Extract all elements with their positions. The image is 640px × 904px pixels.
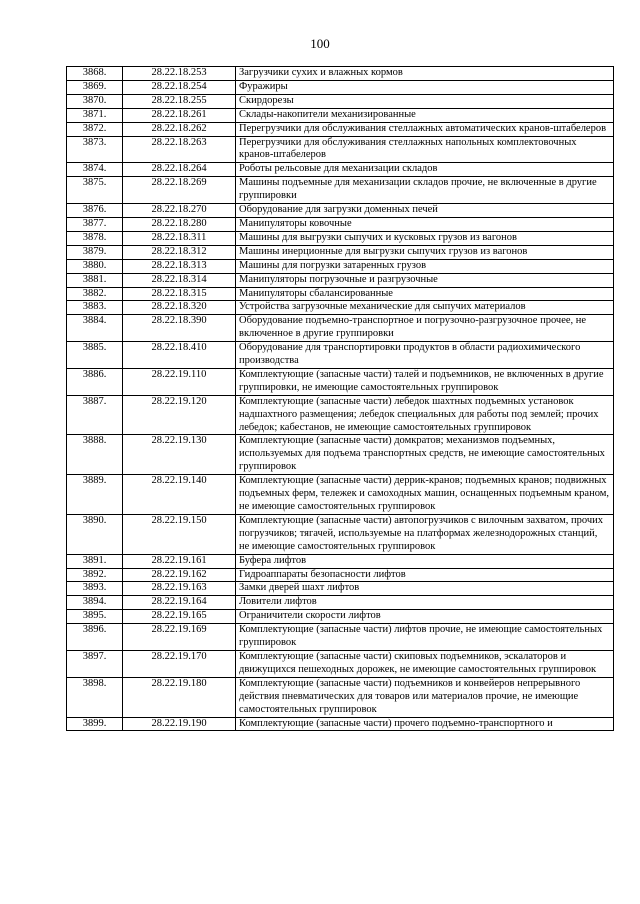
table-row bbox=[67, 554, 614, 568]
table-row bbox=[67, 94, 614, 108]
row-code: 28.22.19.163 bbox=[123, 582, 236, 596]
row-number: 3876. bbox=[67, 204, 123, 218]
table-row bbox=[67, 177, 614, 204]
row-number: 3895. bbox=[67, 610, 123, 624]
table-row bbox=[67, 273, 614, 287]
row-number: 3871. bbox=[67, 108, 123, 122]
row-number: 3877. bbox=[67, 217, 123, 231]
row-name: Фуражиры bbox=[236, 80, 614, 94]
row-code: 28.22.18.390 bbox=[123, 315, 236, 342]
row-name: Буфера лифтов bbox=[236, 554, 614, 568]
row-number: 3891. bbox=[67, 554, 123, 568]
row-number: 3874. bbox=[67, 163, 123, 177]
row-code: 28.22.19.130 bbox=[123, 435, 236, 475]
row-number: 3870. bbox=[67, 94, 123, 108]
row-number: 3884. bbox=[67, 315, 123, 342]
row-number: 3883. bbox=[67, 301, 123, 315]
row-name: Комплектующие (запасные части) талей и подъемников, не включенных в другие группировки, не имеющие самостоятельных группировок bbox=[236, 368, 614, 395]
row-name: Оборудование для загрузки доменных печей bbox=[236, 204, 614, 218]
row-name: Оборудование для транспортировки продуктов в области радиохимического производства bbox=[236, 342, 614, 369]
table-row bbox=[67, 163, 614, 177]
table-row bbox=[67, 514, 614, 554]
row-code: 28.22.19.165 bbox=[123, 610, 236, 624]
row-name: Загрузчики сухих и влажных кормов bbox=[236, 67, 614, 81]
row-code: 28.22.19.169 bbox=[123, 624, 236, 651]
row-number: 3897. bbox=[67, 650, 123, 677]
row-number: 3899. bbox=[67, 717, 123, 731]
row-number: 3873. bbox=[67, 136, 123, 163]
row-code: 28.22.18.264 bbox=[123, 163, 236, 177]
row-name: Комплектующие (запасные части) лебедок шахтных подъемных установок надшахтного размещения; лебедок специальных для работы под землей; прочих лебедок; кабестанов, не имеющие самостоятельных группировок bbox=[236, 395, 614, 435]
table-row bbox=[67, 677, 614, 717]
row-name: Машины для погрузки затаренных грузов bbox=[236, 259, 614, 273]
row-name: Манипуляторы сбалансированные bbox=[236, 287, 614, 301]
row-name: Комплектующие (запасные части) домкратов; механизмов подъемных, используемых для подъема транспортных средств, не имеющие самостоятельных группировок bbox=[236, 435, 614, 475]
row-code: 28.22.18.263 bbox=[123, 136, 236, 163]
row-name: Перегрузчики для обслуживания стеллажных автоматических кранов-штабелеров bbox=[236, 122, 614, 136]
row-name: Ограничители скорости лифтов bbox=[236, 610, 614, 624]
table-row bbox=[67, 67, 614, 81]
row-number: 3888. bbox=[67, 435, 123, 475]
row-code: 28.22.18.311 bbox=[123, 231, 236, 245]
row-code: 28.22.19.190 bbox=[123, 717, 236, 731]
row-name: Машины для выгрузки сыпучих и кусковых грузов из вагонов bbox=[236, 231, 614, 245]
row-name: Комплектующие (запасные части) лифтов прочие, не имеющие самостоятельных группировок bbox=[236, 624, 614, 651]
table-row bbox=[67, 259, 614, 273]
row-number: 3868. bbox=[67, 67, 123, 81]
row-name: Комплектующие (запасные части) деррик-кранов; подъемных кранов; подвижных подъемных ферм, тележек и самоходных машин, оснащенных подъемным краном, не имеющие самостоятельных группировок bbox=[236, 475, 614, 515]
row-number: 3886. bbox=[67, 368, 123, 395]
table-row bbox=[67, 650, 614, 677]
row-code: 28.22.18.320 bbox=[123, 301, 236, 315]
table-row bbox=[67, 624, 614, 651]
table-body bbox=[67, 67, 614, 731]
row-code: 28.22.18.312 bbox=[123, 245, 236, 259]
row-name: Машины инерционные для выгрузки сыпучих грузов из вагонов bbox=[236, 245, 614, 259]
row-code: 28.22.18.253 bbox=[123, 67, 236, 81]
row-code: 28.22.19.150 bbox=[123, 514, 236, 554]
row-number: 3880. bbox=[67, 259, 123, 273]
table-row bbox=[67, 204, 614, 218]
row-number: 3885. bbox=[67, 342, 123, 369]
row-number: 3890. bbox=[67, 514, 123, 554]
row-number: 3894. bbox=[67, 596, 123, 610]
row-number: 3882. bbox=[67, 287, 123, 301]
table-row bbox=[67, 80, 614, 94]
table-row bbox=[67, 122, 614, 136]
row-code: 28.22.19.170 bbox=[123, 650, 236, 677]
row-code: 28.22.18.314 bbox=[123, 273, 236, 287]
row-code: 28.22.18.313 bbox=[123, 259, 236, 273]
table-row bbox=[67, 315, 614, 342]
row-code: 28.22.19.140 bbox=[123, 475, 236, 515]
row-code: 28.22.18.261 bbox=[123, 108, 236, 122]
table-row bbox=[67, 395, 614, 435]
row-number: 3869. bbox=[67, 80, 123, 94]
table-row bbox=[67, 610, 614, 624]
row-number: 3889. bbox=[67, 475, 123, 515]
row-name: Перегрузчики для обслуживания стеллажных напольных комплектовочных кранов-штабелеров bbox=[236, 136, 614, 163]
row-code: 28.22.19.120 bbox=[123, 395, 236, 435]
table-row bbox=[67, 582, 614, 596]
table-row bbox=[67, 108, 614, 122]
row-code: 28.22.18.269 bbox=[123, 177, 236, 204]
row-code: 28.22.19.180 bbox=[123, 677, 236, 717]
row-code: 28.22.18.262 bbox=[123, 122, 236, 136]
row-name: Скирдорезы bbox=[236, 94, 614, 108]
table-row bbox=[67, 717, 614, 731]
table-row bbox=[67, 217, 614, 231]
row-code: 28.22.19.110 bbox=[123, 368, 236, 395]
row-code: 28.22.19.164 bbox=[123, 596, 236, 610]
row-name: Гидроаппараты безопасности лифтов bbox=[236, 568, 614, 582]
row-code: 28.22.18.270 bbox=[123, 204, 236, 218]
row-number: 3898. bbox=[67, 677, 123, 717]
row-code: 28.22.18.254 bbox=[123, 80, 236, 94]
row-name: Комплектующие (запасные части) прочего подъемно-транспортного и bbox=[236, 717, 614, 731]
table-row bbox=[67, 136, 614, 163]
row-name: Машины подъемные для механизации складов прочие, не включенные в другие группировки bbox=[236, 177, 614, 204]
row-number: 3881. bbox=[67, 273, 123, 287]
row-number: 3896. bbox=[67, 624, 123, 651]
table-row bbox=[67, 287, 614, 301]
row-name: Комплектующие (запасные части) подъемников и конвейеров непрерывного действия пневматических для товаров или материалов прочие, не имеющие самостоятельных группировок bbox=[236, 677, 614, 717]
row-code: 28.22.18.315 bbox=[123, 287, 236, 301]
classifier-table bbox=[66, 66, 614, 731]
table-row bbox=[67, 301, 614, 315]
table-row bbox=[67, 342, 614, 369]
row-name: Ловители лифтов bbox=[236, 596, 614, 610]
page-number: 100 bbox=[310, 36, 330, 51]
row-code: 28.22.18.280 bbox=[123, 217, 236, 231]
table-row bbox=[67, 568, 614, 582]
row-name: Склады-накопители механизированные bbox=[236, 108, 614, 122]
row-name: Манипуляторы погрузочные и разгрузочные bbox=[236, 273, 614, 287]
row-name: Роботы рельсовые для механизации складов bbox=[236, 163, 614, 177]
row-name: Замки дверей шахт лифтов bbox=[236, 582, 614, 596]
row-name: Устройства загрузочные механические для сыпучих материалов bbox=[236, 301, 614, 315]
row-number: 3887. bbox=[67, 395, 123, 435]
row-number: 3879. bbox=[67, 245, 123, 259]
table-row bbox=[67, 245, 614, 259]
row-code: 28.22.19.161 bbox=[123, 554, 236, 568]
table-row bbox=[67, 435, 614, 475]
table-row bbox=[67, 231, 614, 245]
row-number: 3893. bbox=[67, 582, 123, 596]
row-number: 3875. bbox=[67, 177, 123, 204]
row-number: 3872. bbox=[67, 122, 123, 136]
row-name: Манипуляторы ковочные bbox=[236, 217, 614, 231]
row-number: 3878. bbox=[67, 231, 123, 245]
row-name: Оборудование подъемно-транспортное и погрузочно-разгрузочное прочее, не включенное в другие группировки bbox=[236, 315, 614, 342]
table-row bbox=[67, 368, 614, 395]
row-number: 3892. bbox=[67, 568, 123, 582]
row-name: Комплектующие (запасные части) автопогрузчиков с вилочным захватом, прочих погрузчиков; тягачей, используемые на платформах железнодорожных станций, не имеющие самостоятельных группировок bbox=[236, 514, 614, 554]
table-row bbox=[67, 596, 614, 610]
row-code: 28.22.19.162 bbox=[123, 568, 236, 582]
row-name: Комплектующие (запасные части) скиповых подъемников, эскалаторов и движущихся пешеходных дорожек, не имеющие самостоятельных группировок bbox=[236, 650, 614, 677]
row-code: 28.22.18.255 bbox=[123, 94, 236, 108]
row-code: 28.22.18.410 bbox=[123, 342, 236, 369]
table-row bbox=[67, 475, 614, 515]
